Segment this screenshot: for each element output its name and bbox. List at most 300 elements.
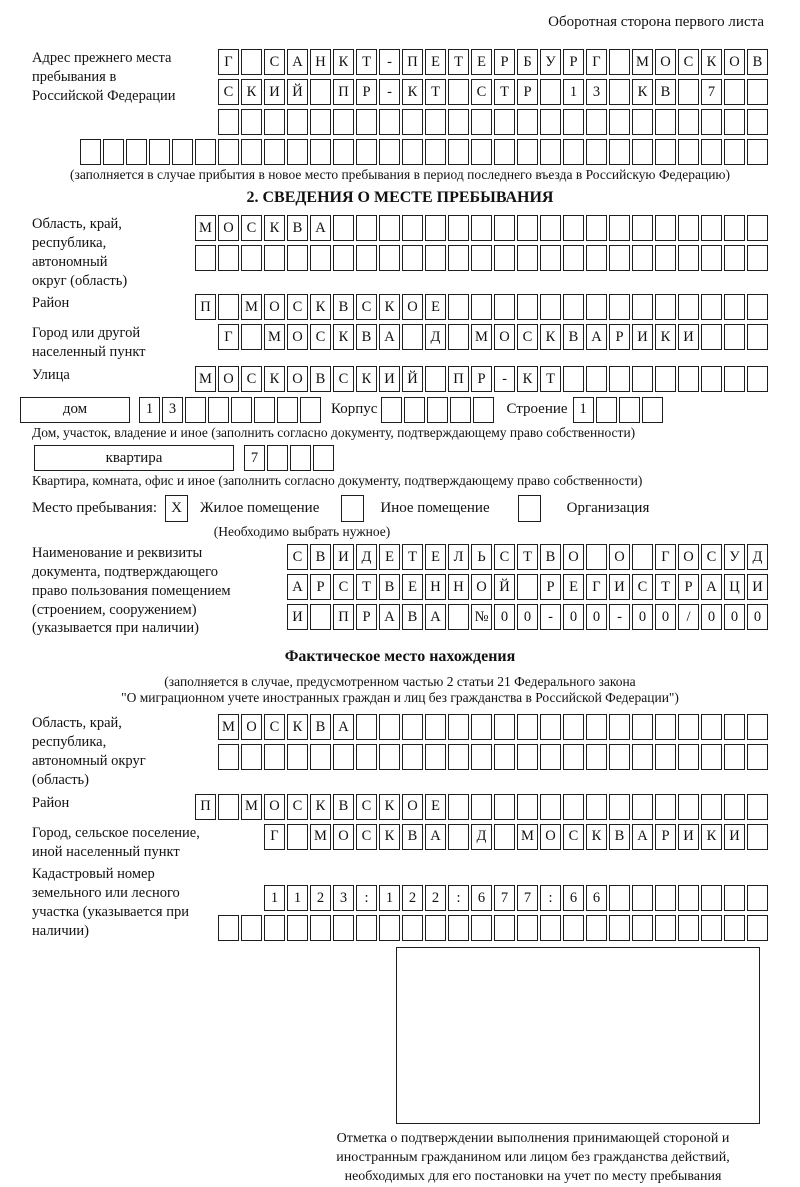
char-box[interactable] [655, 915, 676, 941]
char-box[interactable] [471, 744, 492, 770]
char-box[interactable]: М [241, 294, 262, 320]
char-box[interactable] [264, 139, 285, 165]
char-box[interactable]: А [701, 574, 722, 600]
char-box[interactable]: 6 [563, 885, 584, 911]
char-box[interactable] [747, 366, 768, 392]
char-box[interactable] [747, 109, 768, 135]
char-box[interactable] [427, 397, 448, 423]
char-box[interactable]: - [494, 366, 515, 392]
char-box[interactable] [471, 794, 492, 820]
char-box[interactable]: Г [655, 544, 676, 570]
char-box[interactable] [218, 245, 239, 271]
char-box[interactable] [287, 109, 308, 135]
char-box[interactable]: Ц [724, 574, 745, 600]
char-box[interactable] [632, 139, 653, 165]
char-box[interactable] [425, 139, 446, 165]
char-box[interactable] [172, 139, 193, 165]
char-box[interactable]: С [701, 544, 722, 570]
char-box[interactable] [724, 294, 745, 320]
char-box[interactable] [609, 794, 630, 820]
char-box[interactable] [517, 109, 538, 135]
char-box[interactable]: М [264, 324, 285, 350]
char-box[interactable] [632, 714, 653, 740]
char-box[interactable] [586, 915, 607, 941]
char-box[interactable] [218, 294, 239, 320]
char-box[interactable] [448, 139, 469, 165]
char-box[interactable] [448, 714, 469, 740]
char-box[interactable]: К [402, 79, 423, 105]
char-box[interactable] [563, 714, 584, 740]
char-box[interactable] [655, 885, 676, 911]
char-box[interactable]: С [264, 714, 285, 740]
char-box[interactable] [724, 366, 745, 392]
char-box[interactable] [701, 366, 722, 392]
char-box[interactable]: П [195, 294, 216, 320]
char-box[interactable] [678, 744, 699, 770]
char-box[interactable] [287, 139, 308, 165]
char-box[interactable]: 0 [517, 604, 538, 630]
char-box[interactable] [701, 714, 722, 740]
char-box[interactable] [747, 79, 768, 105]
char-box[interactable] [264, 915, 285, 941]
char-box[interactable]: В [333, 294, 354, 320]
char-box[interactable]: О [402, 294, 423, 320]
char-box[interactable] [218, 915, 239, 941]
char-box[interactable] [448, 79, 469, 105]
char-box[interactable]: Н [310, 49, 331, 75]
char-box[interactable]: С [356, 794, 377, 820]
char-box[interactable]: О [287, 366, 308, 392]
char-box[interactable] [300, 397, 321, 423]
char-box[interactable] [425, 744, 446, 770]
char-box[interactable] [448, 324, 469, 350]
char-box[interactable] [356, 245, 377, 271]
char-box[interactable] [655, 109, 676, 135]
char-box[interactable]: О [471, 574, 492, 600]
char-box[interactable] [747, 139, 768, 165]
char-box[interactable]: Р [517, 79, 538, 105]
char-box[interactable]: П [402, 49, 423, 75]
char-box[interactable] [333, 245, 354, 271]
char-box[interactable]: С [471, 79, 492, 105]
char-box[interactable]: Т [402, 544, 423, 570]
char-box[interactable] [517, 744, 538, 770]
char-box[interactable] [747, 714, 768, 740]
char-box[interactable] [402, 714, 423, 740]
char-box[interactable] [402, 915, 423, 941]
char-box[interactable]: Т [356, 49, 377, 75]
char-box[interactable]: В [379, 574, 400, 600]
char-box[interactable] [678, 885, 699, 911]
char-box[interactable]: 3 [162, 397, 183, 423]
char-box[interactable]: И [724, 824, 745, 850]
char-box[interactable] [619, 397, 640, 423]
char-box[interactable]: К [241, 79, 262, 105]
char-box[interactable] [632, 544, 653, 570]
char-box[interactable] [632, 885, 653, 911]
char-box[interactable]: 0 [632, 604, 653, 630]
char-box[interactable]: П [333, 79, 354, 105]
char-box[interactable]: Г [586, 574, 607, 600]
char-box[interactable]: Р [494, 49, 515, 75]
char-box[interactable] [448, 915, 469, 941]
char-box[interactable] [724, 139, 745, 165]
char-box[interactable]: В [333, 794, 354, 820]
char-box[interactable]: В [356, 324, 377, 350]
char-box[interactable] [632, 794, 653, 820]
char-box[interactable] [494, 794, 515, 820]
char-box[interactable]: 0 [586, 604, 607, 630]
char-box[interactable]: 7 [517, 885, 538, 911]
char-box[interactable]: Т [517, 544, 538, 570]
char-box[interactable]: К [310, 294, 331, 320]
char-box[interactable] [218, 794, 239, 820]
char-box[interactable] [333, 215, 354, 241]
char-box[interactable] [678, 714, 699, 740]
char-box[interactable]: Н [448, 574, 469, 600]
char-box[interactable] [471, 245, 492, 271]
char-box[interactable] [609, 215, 630, 241]
char-box[interactable] [701, 109, 722, 135]
char-box[interactable] [402, 744, 423, 770]
char-box[interactable]: С [287, 794, 308, 820]
char-box[interactable]: 0 [494, 604, 515, 630]
char-box[interactable] [517, 294, 538, 320]
char-box[interactable] [448, 294, 469, 320]
char-box[interactable] [655, 294, 676, 320]
char-box[interactable]: Р [655, 824, 676, 850]
char-box[interactable] [356, 915, 377, 941]
char-box[interactable]: 6 [586, 885, 607, 911]
char-box[interactable] [563, 366, 584, 392]
char-box[interactable] [632, 294, 653, 320]
char-box[interactable]: Т [356, 574, 377, 600]
char-box[interactable] [379, 109, 400, 135]
char-box[interactable] [563, 744, 584, 770]
char-box[interactable] [310, 139, 331, 165]
char-box[interactable] [402, 215, 423, 241]
char-box[interactable]: Д [425, 324, 446, 350]
char-box[interactable]: О [655, 49, 676, 75]
char-box[interactable] [494, 915, 515, 941]
char-box[interactable] [264, 245, 285, 271]
char-box[interactable] [563, 294, 584, 320]
char-box[interactable] [701, 794, 722, 820]
char-box[interactable]: 1 [139, 397, 160, 423]
char-box[interactable] [218, 109, 239, 135]
char-box[interactable]: О [494, 324, 515, 350]
char-box[interactable]: У [724, 544, 745, 570]
char-box[interactable] [678, 366, 699, 392]
char-box[interactable]: 7 [244, 445, 265, 471]
char-box[interactable]: К [586, 824, 607, 850]
char-box[interactable] [701, 294, 722, 320]
char-box[interactable]: О [241, 714, 262, 740]
char-box[interactable]: А [287, 49, 308, 75]
char-box[interactable] [701, 744, 722, 770]
char-box[interactable] [448, 245, 469, 271]
char-box[interactable] [425, 109, 446, 135]
char-box[interactable]: : [540, 885, 561, 911]
char-box[interactable] [609, 744, 630, 770]
char-box[interactable] [404, 397, 425, 423]
char-box[interactable]: Р [356, 79, 377, 105]
char-box[interactable] [655, 215, 676, 241]
char-box[interactable]: О [678, 544, 699, 570]
char-box[interactable]: И [747, 574, 768, 600]
char-box[interactable]: О [333, 824, 354, 850]
char-box[interactable]: Т [655, 574, 676, 600]
char-box[interactable]: - [379, 79, 400, 105]
char-box[interactable] [632, 215, 653, 241]
char-box[interactable] [586, 215, 607, 241]
char-box[interactable] [655, 714, 676, 740]
char-box[interactable]: Р [356, 604, 377, 630]
char-box[interactable] [609, 139, 630, 165]
char-box[interactable] [402, 139, 423, 165]
char-box[interactable]: Р [540, 574, 561, 600]
char-box[interactable]: С [333, 574, 354, 600]
char-box[interactable] [701, 215, 722, 241]
char-box[interactable]: Д [747, 544, 768, 570]
char-box[interactable]: С [241, 366, 262, 392]
char-box[interactable]: - [379, 49, 400, 75]
char-box[interactable] [655, 744, 676, 770]
checkbox-organizatsiya[interactable] [518, 495, 541, 522]
char-box[interactable]: С [356, 294, 377, 320]
char-box[interactable]: И [678, 824, 699, 850]
char-box[interactable]: О [218, 215, 239, 241]
char-box[interactable] [642, 397, 663, 423]
char-box[interactable] [402, 324, 423, 350]
char-box[interactable] [241, 139, 262, 165]
char-box[interactable] [678, 109, 699, 135]
char-box[interactable] [494, 215, 515, 241]
char-box[interactable] [609, 366, 630, 392]
char-box[interactable]: К [356, 366, 377, 392]
char-box[interactable]: Р [563, 49, 584, 75]
char-box[interactable] [609, 49, 630, 75]
char-box[interactable] [379, 139, 400, 165]
char-box[interactable] [425, 215, 446, 241]
char-box[interactable] [563, 794, 584, 820]
char-box[interactable] [356, 215, 377, 241]
char-box[interactable] [264, 744, 285, 770]
char-box[interactable] [494, 245, 515, 271]
char-box[interactable]: В [563, 324, 584, 350]
char-box[interactable] [632, 744, 653, 770]
char-box[interactable] [609, 714, 630, 740]
char-box[interactable]: К [517, 366, 538, 392]
char-box[interactable] [609, 109, 630, 135]
char-box[interactable]: 2 [310, 885, 331, 911]
char-box[interactable] [632, 366, 653, 392]
char-box[interactable] [724, 794, 745, 820]
char-box[interactable]: 2 [425, 885, 446, 911]
char-box[interactable]: С [563, 824, 584, 850]
char-box[interactable]: О [264, 294, 285, 320]
char-box[interactable]: У [540, 49, 561, 75]
char-box[interactable] [471, 714, 492, 740]
char-box[interactable]: И [287, 604, 308, 630]
char-box[interactable] [609, 294, 630, 320]
char-box[interactable] [563, 245, 584, 271]
char-box[interactable] [313, 445, 334, 471]
char-box[interactable]: К [264, 366, 285, 392]
char-box[interactable] [267, 445, 288, 471]
char-box[interactable] [724, 714, 745, 740]
char-box[interactable] [448, 794, 469, 820]
char-box[interactable]: Р [471, 366, 492, 392]
char-box[interactable] [655, 366, 676, 392]
char-box[interactable] [632, 245, 653, 271]
char-box[interactable]: И [264, 79, 285, 105]
char-box[interactable] [540, 744, 561, 770]
char-box[interactable] [540, 245, 561, 271]
char-box[interactable]: А [379, 324, 400, 350]
char-box[interactable]: О [287, 324, 308, 350]
char-box[interactable] [678, 794, 699, 820]
char-box[interactable] [254, 397, 275, 423]
char-box[interactable]: Р [310, 574, 331, 600]
char-box[interactable]: С [241, 215, 262, 241]
char-box[interactable]: С [310, 324, 331, 350]
char-box[interactable]: 0 [563, 604, 584, 630]
char-box[interactable]: Е [379, 544, 400, 570]
char-box[interactable] [596, 397, 617, 423]
char-box[interactable]: С [264, 49, 285, 75]
char-box[interactable] [494, 824, 515, 850]
char-box[interactable] [724, 885, 745, 911]
char-box[interactable]: К [287, 714, 308, 740]
char-box[interactable] [632, 109, 653, 135]
char-box[interactable]: 6 [471, 885, 492, 911]
char-box[interactable]: В [310, 544, 331, 570]
char-box[interactable]: С [494, 544, 515, 570]
char-box[interactable] [540, 109, 561, 135]
char-box[interactable]: Т [448, 49, 469, 75]
char-box[interactable]: К [264, 215, 285, 241]
char-box[interactable]: К [379, 824, 400, 850]
char-box[interactable]: К [379, 294, 400, 320]
char-box[interactable]: 1 [573, 397, 594, 423]
char-box[interactable] [425, 915, 446, 941]
char-box[interactable]: Р [609, 324, 630, 350]
char-box[interactable]: С [333, 366, 354, 392]
char-box[interactable]: П [333, 604, 354, 630]
char-box[interactable] [185, 397, 206, 423]
char-box[interactable] [701, 139, 722, 165]
char-box[interactable]: М [632, 49, 653, 75]
char-box[interactable]: В [747, 49, 768, 75]
char-box[interactable]: М [471, 324, 492, 350]
char-box[interactable] [609, 245, 630, 271]
char-box[interactable] [540, 79, 561, 105]
char-box[interactable] [586, 109, 607, 135]
char-box[interactable] [310, 604, 331, 630]
char-box[interactable]: Б [517, 49, 538, 75]
char-box[interactable]: А [287, 574, 308, 600]
char-box[interactable] [586, 544, 607, 570]
char-box[interactable]: А [425, 824, 446, 850]
char-box[interactable]: К [632, 79, 653, 105]
char-box[interactable]: Й [494, 574, 515, 600]
char-box[interactable]: С [287, 544, 308, 570]
char-box[interactable] [494, 714, 515, 740]
char-box[interactable] [586, 139, 607, 165]
char-box[interactable] [287, 915, 308, 941]
char-box[interactable] [310, 245, 331, 271]
char-box[interactable] [655, 245, 676, 271]
char-box[interactable]: В [540, 544, 561, 570]
char-box[interactable]: 1 [379, 885, 400, 911]
char-box[interactable] [747, 324, 768, 350]
char-box[interactable]: Л [448, 544, 469, 570]
char-box[interactable] [586, 794, 607, 820]
char-box[interactable]: / [678, 604, 699, 630]
char-box[interactable]: М [517, 824, 538, 850]
char-box[interactable]: Е [402, 574, 423, 600]
char-box[interactable]: Ь [471, 544, 492, 570]
char-box[interactable] [471, 215, 492, 241]
char-box[interactable] [208, 397, 229, 423]
char-box[interactable]: Т [540, 366, 561, 392]
char-box[interactable] [448, 604, 469, 630]
char-box[interactable]: К [540, 324, 561, 350]
char-box[interactable]: 0 [655, 604, 676, 630]
char-box[interactable] [609, 915, 630, 941]
char-box[interactable]: Р [678, 574, 699, 600]
char-box[interactable] [517, 574, 538, 600]
char-box[interactable]: И [632, 324, 653, 350]
char-box[interactable]: А [333, 714, 354, 740]
char-box[interactable] [747, 885, 768, 911]
char-box[interactable] [517, 245, 538, 271]
char-box[interactable]: Й [402, 366, 423, 392]
char-box[interactable] [678, 215, 699, 241]
char-box[interactable] [425, 366, 446, 392]
char-box[interactable] [379, 744, 400, 770]
char-box[interactable]: В [310, 714, 331, 740]
char-box[interactable] [471, 139, 492, 165]
char-box[interactable] [701, 885, 722, 911]
checkbox-zhiloe[interactable]: X [165, 495, 188, 522]
char-box[interactable] [724, 324, 745, 350]
char-box[interactable] [517, 714, 538, 740]
char-box[interactable] [701, 245, 722, 271]
char-box[interactable] [517, 794, 538, 820]
char-box[interactable] [402, 245, 423, 271]
char-box[interactable]: Е [425, 794, 446, 820]
char-box[interactable] [287, 824, 308, 850]
char-box[interactable] [678, 139, 699, 165]
char-box[interactable]: И [379, 366, 400, 392]
char-box[interactable] [310, 109, 331, 135]
char-box[interactable]: Г [586, 49, 607, 75]
char-box[interactable]: В [402, 824, 423, 850]
char-box[interactable] [356, 139, 377, 165]
char-box[interactable]: К [333, 324, 354, 350]
char-box[interactable]: Т [425, 79, 446, 105]
char-box[interactable]: А [310, 215, 331, 241]
char-box[interactable]: Г [218, 324, 239, 350]
char-box[interactable] [540, 714, 561, 740]
char-box[interactable] [586, 294, 607, 320]
char-box[interactable] [450, 397, 471, 423]
char-box[interactable]: К [655, 324, 676, 350]
char-box[interactable]: С [356, 824, 377, 850]
char-box[interactable]: Е [563, 574, 584, 600]
